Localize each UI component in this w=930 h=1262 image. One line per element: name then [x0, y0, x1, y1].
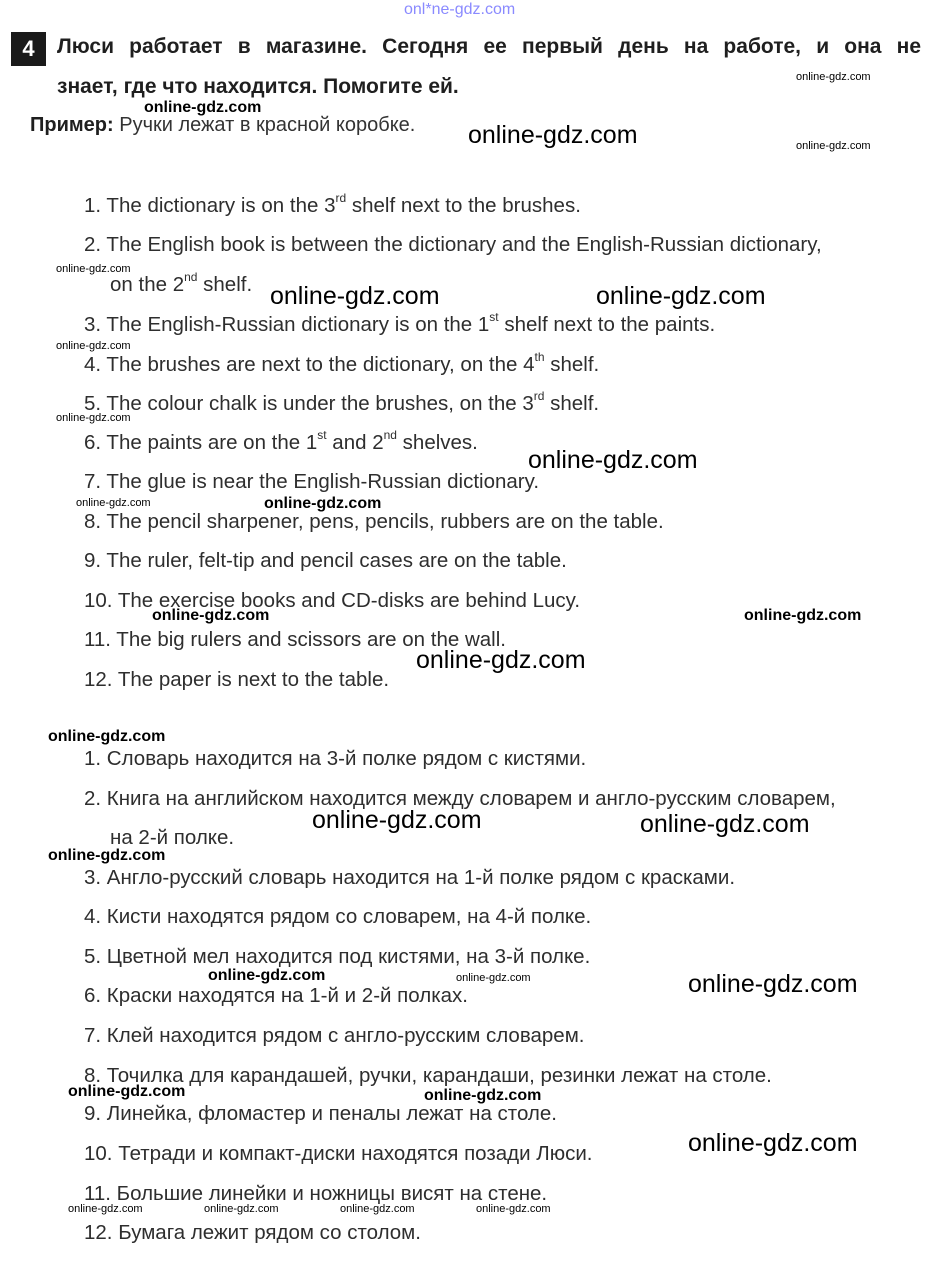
watermark: online-gdz.com [688, 1129, 858, 1157]
watermark: online-gdz.com [456, 972, 531, 984]
watermark: online-gdz.com [76, 497, 151, 509]
example-label: Пример: [30, 114, 114, 136]
watermark: online-gdz.com [270, 282, 440, 310]
english-line: 11. The big rulers and scissors are on the wall. [84, 628, 506, 651]
watermark: online-gdz.com [56, 340, 131, 352]
russian-line: 10. Тетради и компакт-диски находятся позади Люси. [84, 1142, 593, 1165]
russian-line: 1. Словарь находится на 3-й полке рядом с кистями. [84, 747, 587, 770]
watermark: online-gdz.com [476, 1203, 551, 1215]
english-line: 6. The paints are on the 1st and 2nd shelves. [84, 428, 478, 454]
task-number-badge: 4 [11, 32, 46, 66]
example-text: Ручки лежат в красной коробке. [119, 114, 416, 136]
russian-line: 9. Линейка, фломастер и пеналы лежат на столе. [84, 1102, 557, 1125]
watermark: online-gdz.com [48, 728, 166, 745]
watermark: online-gdz.com [424, 1087, 542, 1104]
watermark: online-gdz.com [744, 607, 862, 624]
top-watermark: onl*ne-gdz.com [404, 1, 516, 18]
example-line [30, 114, 415, 137]
watermark: online-gdz.com [152, 607, 270, 624]
watermark: online-gdz.com [204, 1203, 279, 1215]
watermark: online-gdz.com [312, 806, 482, 834]
english-line: on the 2nd shelf. [110, 270, 253, 296]
watermark: online-gdz.com [688, 970, 858, 998]
watermark: online-gdz.com [340, 1203, 415, 1215]
english-line: 8. The pencil sharpener, pens, pencils, rubbers are on the table. [84, 510, 664, 533]
task-instruction-line-1: Люси работает в магазине. Сегодня ее первый день на работе, и она не [57, 35, 921, 58]
watermark: online-gdz.com [468, 121, 638, 149]
english-line: 1. The dictionary is on the 3rd shelf next to the brushes. [84, 191, 581, 217]
watermark: online-gdz.com [68, 1083, 186, 1100]
russian-line: 5. Цветной мел находится под кистями, на 3-й полке. [84, 945, 591, 968]
russian-line: 12. Бумага лежит рядом со столом. [84, 1221, 421, 1244]
watermark: online-gdz.com [56, 412, 131, 424]
english-line: 2. The English book is between the dictionary and the English-Russian dictionary, [84, 233, 822, 256]
watermark: online-gdz.com [208, 967, 326, 984]
watermark: online-gdz.com [416, 646, 586, 674]
russian-line: 2. Книга на английском находится между словарем и англо-русским словарем, [84, 787, 836, 810]
english-line: 9. The ruler, felt-tip and pencil cases are on the table. [84, 549, 567, 572]
russian-line: на 2-й полке. [110, 826, 235, 849]
watermark: online-gdz.com [640, 810, 810, 838]
watermark: online-gdz.com [264, 495, 382, 512]
english-line: 5. The colour chalk is under the brushes, on the 3rd shelf. [84, 389, 600, 415]
watermark: online-gdz.com [68, 1203, 143, 1215]
russian-line: 3. Англо-русский словарь находится на 1-й полке рядом с красками. [84, 866, 736, 889]
russian-line: 7. Клей находится рядом с англо-русским словарем. [84, 1024, 585, 1047]
watermark: online-gdz.com [48, 847, 166, 864]
russian-line: 11. Большие линейки и ножницы висят на стене. [84, 1182, 548, 1205]
english-line: 12. The paper is next to the table. [84, 668, 390, 691]
watermark: online-gdz.com [144, 99, 262, 116]
russian-line: 4. Кисти находятся рядом со словарем, на 4-й полке. [84, 905, 592, 928]
english-line: 4. The brushes are next to the dictionary, on the 4th shelf. [84, 350, 600, 376]
watermark: online-gdz.com [796, 140, 871, 152]
russian-line: 8. Точилка для карандашей, ручки, карандаши, резинки лежат на столе. [84, 1064, 772, 1087]
watermark: online-gdz.com [796, 71, 871, 83]
english-line: 3. The English-Russian dictionary is on the 1st shelf next to the paints. [84, 310, 716, 336]
english-line: 10. The exercise books and CD-disks are behind Lucy. [84, 589, 581, 612]
english-line: 7. The glue is near the English-Russian dictionary. [84, 470, 540, 493]
watermark: online-gdz.com [56, 263, 131, 275]
task-instruction-line-2: знает, где что находится. Помогите ей. [57, 75, 459, 98]
russian-line: 6. Краски находятся на 1-й и 2-й полках. [84, 984, 468, 1007]
watermark: online-gdz.com [528, 446, 698, 474]
watermark: online-gdz.com [596, 282, 766, 310]
